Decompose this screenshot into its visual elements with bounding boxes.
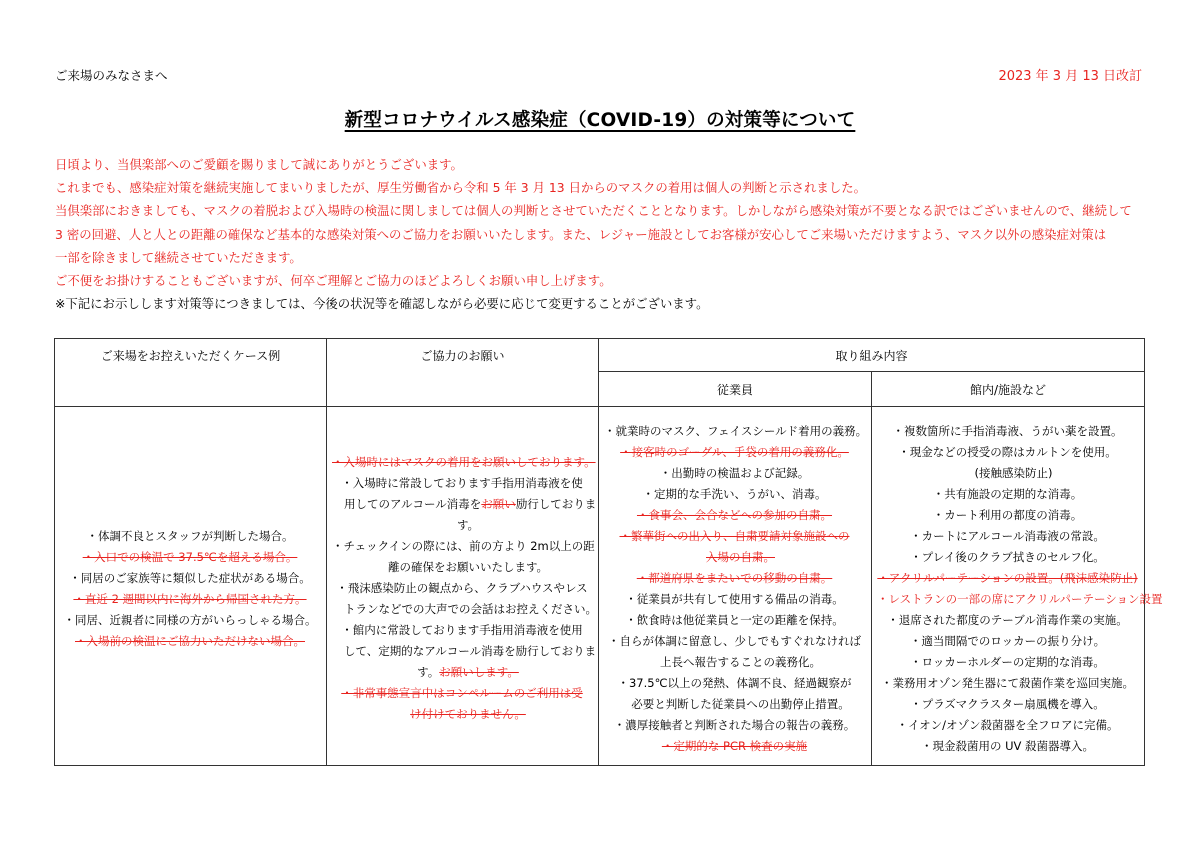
intro-line: ご不便をお掛けすることもございますが、何卒ご理解とご協力のほどよろしくお願い申し上げます。 bbox=[55, 273, 612, 289]
list-item: 必要と判断した従業員への出勤停止措置。 bbox=[631, 696, 850, 711]
list-item: ・プラズマクラスター扇風機を導入。 bbox=[910, 696, 1105, 711]
list-item: ・アクリルパーテーションの設置。(飛沫感染防止) bbox=[877, 570, 1138, 585]
col-header-cases: ご来場をお控えいただくケース例 bbox=[55, 339, 327, 407]
intro-line: 3 密の回避、人と人との距離の確保など基本的な感染対策へのご協力をお願いいたします。また、レジャー施設としてお客様が安心してご来場いただけますよう、マスク以外の感染症対策は bbox=[55, 226, 1107, 242]
list-item: ・同居のご家族等に類似した症状がある場合。 bbox=[69, 570, 311, 585]
list-item: ・定期的な手洗い、うがい、消毒。 bbox=[642, 486, 827, 501]
list-item: け付けておりません。 bbox=[410, 707, 526, 721]
struck-text-segment: お願い bbox=[481, 497, 516, 511]
list-item: ・入場時に常設しております手指用消毒液を使 bbox=[341, 476, 583, 490]
list-item: ・複数箇所に手指消毒液、うがい薬を設置。 bbox=[892, 423, 1123, 438]
list-item: ・就業時のマスク、フェイスシールド着用の義務。 bbox=[604, 423, 868, 438]
list-item: ・同居、近親者に同様の方がいらっしゃる場合。 bbox=[63, 612, 317, 627]
list-item: ・定期的な PCR 検査の実施 bbox=[661, 738, 808, 753]
list-item: ・直近 2 週間以内に海外から帰国された方。 bbox=[73, 591, 307, 606]
list-item: ・レストランの一部の席にアクリルパーテーション設置 bbox=[877, 591, 1163, 606]
col-header-facility: 館内/施設など bbox=[872, 372, 1145, 407]
list-item: ・飛沫感染防止の観点から、クラブハウスやレス bbox=[336, 581, 588, 595]
intro-line: 一部を除きまして継続させていただきます。 bbox=[55, 249, 302, 265]
list-item: ・共有施設の定期的な消毒。 bbox=[932, 486, 1083, 501]
staff-cell bbox=[599, 407, 872, 766]
col-header-staff: 従業員 bbox=[599, 372, 872, 407]
list-item bbox=[332, 494, 597, 515]
intro-note: ※下記にお示しします対策等につきましては、今後の状況等を確認しながら必要に応じて変更することがございます。 bbox=[55, 296, 709, 312]
list-item: ・入場前の検温にご協力いただけない場合。 bbox=[75, 633, 305, 648]
list-item: ・現金殺菌用の UV 殺菌器導入。 bbox=[920, 738, 1095, 753]
audience-label: ご来場のみなさまへ bbox=[55, 68, 168, 83]
intro-text bbox=[55, 153, 1150, 315]
list-item: ・現金などの授受の際はカルトンを使用。 bbox=[898, 444, 1117, 459]
list-item: ・プレイ後のクラブ拭きのセルフ化。 bbox=[910, 549, 1105, 564]
struck-text-segment: お願いします。 bbox=[439, 665, 519, 679]
text-segment: す。 bbox=[417, 665, 440, 679]
page-title bbox=[0, 106, 1200, 132]
list-item: ・業務用オゾン発生器にて殺菌作業を巡回実施。 bbox=[881, 675, 1134, 690]
list-item: ・37.5℃以上の発熱、体調不良、経過観察が bbox=[617, 675, 852, 690]
list-item: ・従業員が共有して使用する備品の消毒。 bbox=[625, 591, 844, 606]
list-item: 離の確保をお願いいたします。 bbox=[387, 560, 549, 574]
text-segment: 用してのアルコール消毒を bbox=[344, 497, 482, 511]
list-item: ・体調不良とスタッフが判断した場合。 bbox=[86, 528, 294, 543]
list-item: して、定期的なアルコール消毒を励行しておりま bbox=[344, 644, 597, 658]
col-header-requests: ご協力のお願い bbox=[327, 339, 599, 407]
list-item bbox=[332, 662, 592, 683]
list-item: ・適当間隔でのロッカーの振り分け。 bbox=[909, 633, 1106, 648]
list-item: ・濃厚接触者と判断された場合の報告の義務。 bbox=[613, 717, 856, 732]
list-item: ・カートにアルコール消毒液の常設。 bbox=[910, 528, 1105, 543]
list-item: ・非常事態宣言中はコンペルームのご利用は受 bbox=[341, 686, 583, 700]
list-item: 入場の自粛。 bbox=[706, 549, 775, 564]
facility-cell bbox=[872, 407, 1163, 766]
measures-table bbox=[54, 338, 1163, 766]
revision-date: 2023 年 3 月 13 日改訂 bbox=[998, 69, 1142, 84]
requests-cell bbox=[327, 407, 599, 766]
list-item: (接触感染防止) bbox=[974, 465, 1053, 480]
intro-line: これまでも、感染症対策を継続実施してまいりましたが、厚生労働省から令和 5 年 3 月 13 日からのマスクの着用は個人の判断と示されました。 bbox=[55, 180, 866, 196]
page-title-text: 新型コロナウイルス感染症（COVID-19）の対策等について bbox=[344, 110, 856, 131]
cases-cell bbox=[55, 407, 327, 766]
col-header-initiatives: 取り組み内容 bbox=[599, 339, 1145, 372]
list-item: ・イオン/オゾン殺菌器を全フロアに完備。 bbox=[896, 717, 1119, 732]
list-item: ・退席された都度のテーブル消毒作業の実施。 bbox=[887, 612, 1128, 627]
list-item: ・接客時のゴーグル、手袋の着用の義務化。 bbox=[620, 444, 849, 459]
list-item: ・ロッカーホルダーの定期的な消毒。 bbox=[910, 654, 1105, 669]
list-item: ・チェックインの際には、前の方より 2m以上の距 bbox=[332, 539, 595, 553]
list-item: ・カート利用の都度の消毒。 bbox=[932, 507, 1083, 522]
list-item: ・自らが体調に留意し、少しでもすぐれなければ bbox=[608, 633, 861, 648]
text-segment: 励行しておりま bbox=[515, 497, 597, 511]
intro-line: 当倶楽部におきましても、マスクの着脱および入場時の検温に関しましては個人の判断とさせていただくこととなります。しかしながら感染対策が不要となる訳ではございませんので、継続して bbox=[55, 203, 1132, 219]
list-item: す。 bbox=[456, 518, 480, 532]
list-item: トランなどでの大声での会話はお控えください。 bbox=[344, 602, 597, 616]
list-item: ・飲食時は他従業員と一定の距離を保持。 bbox=[625, 612, 844, 627]
list-item: ・入口での検温で 37.5℃を超える場合。 bbox=[82, 549, 298, 564]
list-item: ・繁華街への出入り、自粛要請対象施設への bbox=[619, 528, 850, 543]
list-item: ・出勤時の検温および記録。 bbox=[659, 465, 810, 480]
list-item: ・館内に常設しております手指用消毒液を使用 bbox=[341, 623, 583, 637]
list-item: ・都道府県をまたいでの移動の自粛。 bbox=[636, 570, 833, 585]
list-item: ・食事会、会合などへの参加の自粛。 bbox=[636, 507, 833, 522]
list-item: ・入場時にはマスクの着用をお願いしております。 bbox=[332, 455, 596, 469]
list-item: 上長へ報告することの義務化。 bbox=[660, 654, 821, 669]
intro-line: 日頃より、当倶楽部へのご愛顧を賜りまして誠にありがとうございます。 bbox=[55, 157, 463, 172]
